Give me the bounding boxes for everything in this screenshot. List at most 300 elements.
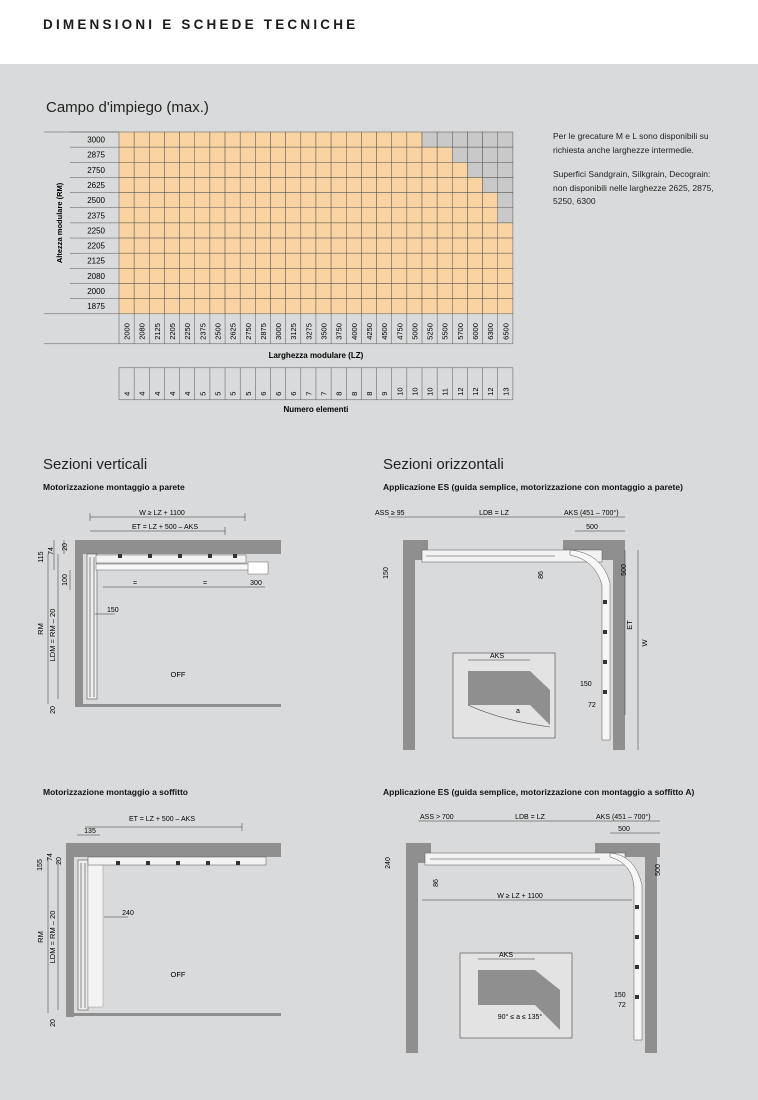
dim-20: 20 — [56, 857, 63, 865]
grid-cell-available — [271, 132, 286, 147]
grid-cell-available — [316, 299, 331, 314]
horizontal-sections-title: Sezioni orizzontali — [383, 456, 504, 473]
dim-155: 155 — [37, 859, 44, 871]
grid-cell-available — [422, 147, 437, 162]
grid-cell-available — [180, 177, 195, 192]
grid-cell-available — [286, 253, 301, 268]
grid-cell-available — [240, 268, 255, 283]
note-line: non disponibili nelle larghezze 2625, 2875, 5250, 6300 — [553, 182, 714, 206]
grid-cell-available — [331, 223, 346, 238]
grid-cell-available — [361, 253, 376, 268]
inset-aks: AKS — [498, 952, 514, 959]
dim-500: 500 — [618, 826, 630, 833]
grid-cell-available — [119, 132, 134, 147]
grid-cell-available — [255, 268, 270, 283]
grid-cell-available — [119, 193, 134, 208]
grid-cell-available — [452, 208, 467, 223]
grid-cell-available — [180, 162, 195, 177]
grid-cell-available — [180, 299, 195, 314]
lintel — [66, 843, 281, 857]
grid-cell-available — [271, 299, 286, 314]
dim-ldb: LDB = LZ — [479, 510, 509, 517]
elements-label: 10 — [425, 387, 435, 396]
grid-cell-available — [422, 162, 437, 177]
grid-cell-available — [225, 284, 240, 299]
elements-label: 6 — [289, 391, 299, 396]
elements-label: 12 — [455, 387, 465, 396]
elements-label: 10 — [410, 387, 420, 396]
dim-ass: ASS > 700 — [420, 814, 454, 821]
grid-cell-available — [392, 208, 407, 223]
width-label: 4500 — [380, 323, 390, 340]
grid-cell-available — [407, 147, 422, 162]
track-curve — [570, 550, 610, 740]
grid-cell-available — [240, 162, 255, 177]
grid-cell-available — [271, 268, 286, 283]
grid-cell-available — [407, 223, 422, 238]
dim-ass: ASS ≥ 95 — [375, 510, 405, 517]
dim-240: 240 — [122, 910, 134, 917]
grid-cell-available — [422, 284, 437, 299]
elements-label: 8 — [334, 391, 344, 396]
grid-cell-available — [437, 162, 452, 177]
grid-cell-available — [149, 223, 164, 238]
grid-cell-available — [240, 253, 255, 268]
grid-cell-available — [149, 177, 164, 192]
grid-cell-available — [149, 253, 164, 268]
grid-cell-available — [467, 238, 482, 253]
grid-cell-available — [407, 238, 422, 253]
grid-cell-available — [498, 268, 513, 283]
grid-cell-available — [331, 193, 346, 208]
grid-cell-available — [483, 299, 498, 314]
grid-cell-available — [271, 162, 286, 177]
grid-cell-available — [210, 253, 225, 268]
grid-cell-available — [483, 223, 498, 238]
grid-cell-available — [180, 193, 195, 208]
grid-cell-available — [316, 162, 331, 177]
grid-cell-available — [149, 268, 164, 283]
grid-cell-unavailable — [498, 177, 513, 192]
grid-cell-available — [255, 299, 270, 314]
grid-cell-available — [301, 147, 316, 162]
usage-title: Campo d'impiego (max.) — [46, 99, 209, 116]
grid-cell-available — [134, 253, 149, 268]
grid-cell-available — [255, 284, 270, 299]
grid-cell-available — [346, 223, 361, 238]
wall — [75, 554, 83, 704]
grid-cell-available — [407, 132, 422, 147]
grid-cell-available — [195, 268, 210, 283]
grid-cell-available — [361, 162, 376, 177]
elements-label: 11 — [440, 388, 450, 396]
grid-cell-available — [255, 162, 270, 177]
grid-cell-available — [467, 268, 482, 283]
grid-cell-available — [164, 238, 179, 253]
grid-cell-available — [149, 299, 164, 314]
height-label: 3000 — [87, 135, 105, 145]
grid-cell-available — [210, 162, 225, 177]
grid-cell-available — [377, 193, 392, 208]
width-label: 2205 — [168, 323, 178, 340]
grid-cell-available — [483, 284, 498, 299]
grid-cell-available — [149, 147, 164, 162]
y-axis-label: Altezza modulare (RM) — [55, 182, 64, 264]
grid-cell-available — [467, 253, 482, 268]
grid-cell-available — [346, 299, 361, 314]
dim-150-b: 150 — [580, 681, 592, 688]
motor-unit — [248, 562, 268, 574]
dim-86: 86 — [538, 571, 545, 579]
grid-cell-available — [316, 253, 331, 268]
grid-cell-available — [377, 284, 392, 299]
door-panel — [87, 554, 97, 699]
grid-cell-available — [467, 177, 482, 192]
grid-cell-available — [240, 299, 255, 314]
grid-cell-available — [483, 238, 498, 253]
grid-cell-available — [422, 238, 437, 253]
dim-72: 72 — [618, 1002, 626, 1009]
grid-cell-available — [119, 223, 134, 238]
grid-cell-available — [225, 132, 240, 147]
height-label: 1875 — [87, 302, 105, 312]
height-label: 2750 — [87, 165, 105, 175]
grid-cell-available — [377, 223, 392, 238]
grid-cell-unavailable — [422, 132, 437, 147]
grid-cell-available — [164, 299, 179, 314]
grid-cell-available — [301, 193, 316, 208]
dim-115: 115 — [38, 551, 45, 563]
grid-cell-available — [452, 238, 467, 253]
elements-label: 7 — [319, 391, 329, 396]
grid-cell-available — [377, 238, 392, 253]
dim-135: 135 — [84, 828, 96, 835]
elements-label: 10 — [395, 387, 405, 396]
grid-cell-available — [331, 162, 346, 177]
horizontal-wall-drawing — [370, 505, 755, 755]
grid-cell-available — [195, 132, 210, 147]
grid-cell-available — [467, 284, 482, 299]
width-label: 2750 — [243, 323, 253, 340]
dim-86: 86 — [433, 879, 440, 887]
grid-cell-available — [225, 193, 240, 208]
grid-cell-available — [331, 284, 346, 299]
grid-cell-available — [119, 177, 134, 192]
grid-cell-available — [271, 208, 286, 223]
grid-cell-available — [255, 253, 270, 268]
dim-500-v: 500 — [621, 564, 628, 576]
grid-cell-available — [422, 253, 437, 268]
grid-cell-unavailable — [498, 147, 513, 162]
grid-cell-available — [286, 268, 301, 283]
grid-cell-available — [210, 268, 225, 283]
grid-cell-available — [437, 193, 452, 208]
ceiling-mount-title: Motorizzazione montaggio a soffitto — [43, 787, 188, 797]
grid-cell-available — [392, 299, 407, 314]
grid-cell-available — [316, 284, 331, 299]
grid-cell-available — [271, 147, 286, 162]
grid-cell-unavailable — [498, 193, 513, 208]
width-label: 6300 — [486, 323, 496, 340]
grid-cell-available — [271, 253, 286, 268]
grid-cell-available — [452, 223, 467, 238]
grid-cell-available — [240, 193, 255, 208]
grid-cell-available — [452, 284, 467, 299]
grid-cell-available — [195, 223, 210, 238]
grid-cell-available — [437, 238, 452, 253]
grid-cell-available — [361, 284, 376, 299]
grid-cell-available — [149, 193, 164, 208]
grid-cell-available — [331, 208, 346, 223]
grid-cell-available — [301, 132, 316, 147]
grid-cell-available — [225, 299, 240, 314]
dim-ldb: LDB = LZ — [515, 814, 545, 821]
elements-label: 9 — [380, 391, 390, 396]
grid-cell-available — [452, 268, 467, 283]
dim-w: W — [640, 639, 649, 647]
es-ceiling-title: Applicazione ES (guida semplice, motorizzazione con montaggio a soffitto A) — [383, 787, 695, 797]
grid-cell-available — [498, 299, 513, 314]
grid-cell-available — [301, 177, 316, 192]
grid-cell-available — [195, 208, 210, 223]
dim-et: ET = LZ + 500 – AKS — [131, 524, 199, 531]
grid-cell-available — [301, 238, 316, 253]
horizontal-ceiling-drawing — [370, 805, 755, 1055]
grid-cell-available — [225, 238, 240, 253]
elements-label: 6 — [274, 391, 284, 396]
dim-20: 20 — [62, 543, 69, 551]
height-label: 2500 — [87, 196, 105, 206]
grid-cell-available — [286, 132, 301, 147]
grid-cell-available — [134, 162, 149, 177]
grid-cell-available — [483, 268, 498, 283]
height-label: 2125 — [87, 256, 105, 266]
grid-cell-available — [437, 284, 452, 299]
width-label: 2080 — [137, 323, 147, 340]
grid-cell-available — [346, 132, 361, 147]
grid-cell-available — [180, 253, 195, 268]
grid-cell-available — [316, 147, 331, 162]
width-label: 3275 — [304, 323, 314, 340]
dim-150: 150 — [107, 607, 119, 614]
grid-cell-available — [149, 208, 164, 223]
grid-cell-available — [346, 253, 361, 268]
grid-cell-available — [134, 238, 149, 253]
grid-cell-available — [392, 147, 407, 162]
elements-label: 4 — [137, 391, 147, 396]
grid-cell-available — [407, 177, 422, 192]
grid-cell-available — [286, 299, 301, 314]
label-off: OFF — [170, 670, 186, 679]
grid-cell-available — [437, 268, 452, 283]
grid-cell-available — [377, 177, 392, 192]
dim-74: 74 — [47, 853, 54, 861]
grid-cell-available — [210, 238, 225, 253]
width-label: 2125 — [152, 323, 162, 340]
elements-label: 4 — [122, 391, 132, 396]
elements-label: 5 — [198, 391, 208, 396]
grid-cell-available — [483, 193, 498, 208]
grid-cell-unavailable — [467, 162, 482, 177]
width-label: 5000 — [410, 323, 420, 340]
grid-cell-available — [377, 268, 392, 283]
grid-cell-available — [119, 299, 134, 314]
grid-cell-available — [271, 193, 286, 208]
grid-cell-available — [255, 223, 270, 238]
grid-cell-available — [164, 208, 179, 223]
grid-cell-available — [134, 132, 149, 147]
grid-cell-available — [210, 299, 225, 314]
grid-cell-available — [225, 223, 240, 238]
grid-cell-available — [452, 177, 467, 192]
grid-cell-available — [164, 132, 179, 147]
grid-cell-available — [286, 177, 301, 192]
grid-cell-available — [134, 299, 149, 314]
grid-cell-available — [437, 177, 452, 192]
grid-cell-available — [452, 193, 467, 208]
grid-cell-available — [392, 238, 407, 253]
grid-cell-available — [225, 268, 240, 283]
grid-cell-available — [180, 268, 195, 283]
grid-cell-available — [392, 268, 407, 283]
width-label: 5250 — [425, 323, 435, 340]
grid-cell-available — [240, 147, 255, 162]
grid-cell-available — [240, 223, 255, 238]
grid-cell-available — [210, 193, 225, 208]
grid-cell-available — [498, 223, 513, 238]
grid-cell-available — [377, 208, 392, 223]
grid-cell-available — [407, 268, 422, 283]
grid-cell-available — [210, 132, 225, 147]
grid-cell-available — [301, 162, 316, 177]
height-label: 2375 — [87, 211, 105, 221]
grid-cell-available — [210, 208, 225, 223]
width-label: 2000 — [122, 323, 132, 340]
grid-cell-available — [452, 253, 467, 268]
dim-eq: = — [132, 580, 138, 587]
grid-cell-available — [119, 268, 134, 283]
grid-cell-available — [467, 208, 482, 223]
height-label: 2250 — [87, 226, 105, 236]
grid-cell-available — [271, 284, 286, 299]
grid-cell-available — [361, 177, 376, 192]
grid-cell-available — [392, 162, 407, 177]
dim-150: 150 — [614, 992, 626, 999]
elements-label: 13 — [501, 387, 511, 396]
grid-cell-available — [392, 132, 407, 147]
grid-cell-available — [225, 208, 240, 223]
width-label: 6000 — [471, 323, 481, 340]
inset-angle: 90° ≤ a ≤ 135° — [497, 1014, 543, 1021]
grid-cell-available — [164, 177, 179, 192]
grid-cell-available — [195, 162, 210, 177]
dim-et: ET — [625, 620, 634, 630]
dim-100: 100 — [62, 574, 69, 586]
dim-aks: AKS (451 – 700°) — [596, 814, 651, 821]
grid-cell-available — [255, 193, 270, 208]
grid-cell-available — [301, 223, 316, 238]
grid-cell-available — [286, 223, 301, 238]
dim-rm: RM — [36, 931, 45, 943]
grid-cell-available — [255, 147, 270, 162]
grid-cell-available — [361, 208, 376, 223]
grid-cell-available — [422, 223, 437, 238]
grid-cell-available — [119, 208, 134, 223]
grid-cell-available — [286, 162, 301, 177]
grid-cell-available — [498, 238, 513, 253]
grid-cell-available — [301, 299, 316, 314]
usage-grid — [0, 0, 758, 430]
grid-cell-available — [255, 177, 270, 192]
grid-cell-available — [422, 268, 437, 283]
grid-cell-available — [195, 284, 210, 299]
grid-cell-available — [180, 147, 195, 162]
grid-cell-available — [316, 193, 331, 208]
grid-cell-available — [346, 208, 361, 223]
left-wall — [403, 540, 415, 750]
grid-cell-available — [346, 238, 361, 253]
grid-cell-available — [331, 253, 346, 268]
dim-500: 500 — [586, 524, 598, 531]
elements-label: 12 — [486, 387, 496, 396]
grid-cell-available — [407, 253, 422, 268]
width-label: 2500 — [213, 323, 223, 340]
vertical-ceiling-drawing — [30, 805, 290, 1030]
grid-cell-available — [271, 177, 286, 192]
grid-cell-available — [392, 284, 407, 299]
grid-cell-available — [180, 238, 195, 253]
dim-w: W ≥ LZ + 1100 — [139, 510, 185, 517]
height-label: 2205 — [87, 241, 105, 251]
grid-cell-available — [316, 132, 331, 147]
width-label: 3500 — [319, 323, 329, 340]
grid-cell-available — [164, 162, 179, 177]
elements-label: 8 — [349, 391, 359, 396]
grid-cell-available — [437, 253, 452, 268]
grid-cell-available — [301, 284, 316, 299]
door-panel — [78, 860, 88, 1010]
left-wall — [406, 843, 418, 1053]
grid-cell-available — [164, 253, 179, 268]
grid-cell-available — [377, 253, 392, 268]
grid-cell-available — [210, 223, 225, 238]
grid-cell-available — [361, 193, 376, 208]
dim-ldm: LDM = RM – 20 — [48, 910, 57, 964]
dim-74: 74 — [48, 547, 55, 555]
grid-cell-available — [467, 193, 482, 208]
elements-label: 5 — [228, 391, 238, 396]
grid-cell-unavailable — [498, 208, 513, 223]
grid-cell-available — [316, 238, 331, 253]
dim-rm: RM — [36, 623, 45, 635]
width-label: 4750 — [395, 323, 405, 340]
vertical-sections-title: Sezioni verticali — [43, 456, 148, 473]
grid-cell-available — [483, 208, 498, 223]
grid-cell-unavailable — [467, 147, 482, 162]
grid-cell-available — [331, 147, 346, 162]
grid-cell-available — [255, 208, 270, 223]
grid-cell-available — [331, 299, 346, 314]
grid-cell-available — [498, 253, 513, 268]
grid-cell-available — [240, 177, 255, 192]
grid-cell-available — [164, 284, 179, 299]
grid-cell-available — [361, 268, 376, 283]
grid-cell-available — [164, 268, 179, 283]
width-label: 5700 — [455, 323, 465, 340]
grid-cell-available — [134, 223, 149, 238]
grid-cell-available — [225, 162, 240, 177]
width-label: 2625 — [228, 323, 238, 340]
